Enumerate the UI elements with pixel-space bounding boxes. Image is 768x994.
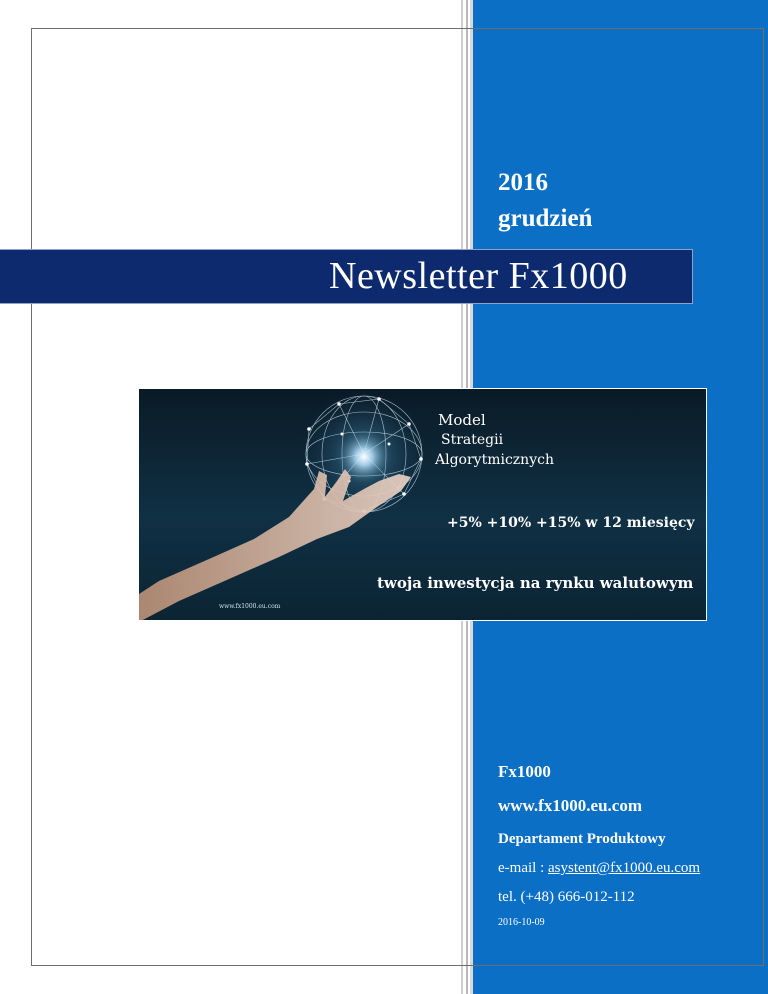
company-website: www.fx1000.eu.com — [498, 796, 643, 815]
issue-date-block — [498, 168, 592, 234]
hero-heading-line: Strategii — [441, 432, 504, 448]
publish-date: 2016-10-09 — [498, 917, 545, 928]
email-label: e-mail : — [498, 860, 548, 876]
hero-url: www.fx1000.eu.com — [219, 603, 281, 610]
hero-image — [138, 388, 707, 621]
company-name: Fx1000 — [498, 762, 551, 781]
department-name: Departament Produktowy — [498, 831, 666, 847]
hero-returns-text: +5% +10% +15% w 12 miesięcy — [447, 515, 695, 531]
email-link[interactable]: asystent@fx1000.eu.com — [547, 860, 701, 876]
phone-number: tel. (+48) 666-012-112 — [498, 889, 635, 905]
issue-year: 2016 — [498, 169, 548, 196]
hero-heading-line: Model — [438, 411, 486, 429]
hero-tagline: twoja inwestycja na rynku walutowym — [377, 574, 694, 592]
email-line — [498, 857, 700, 879]
newsletter-title: Newsletter Fx1000 — [329, 255, 628, 297]
issue-month: grudzień — [498, 205, 593, 232]
hero-heading-line: Algorytmicznych — [435, 452, 554, 468]
contact-block — [498, 760, 700, 931]
